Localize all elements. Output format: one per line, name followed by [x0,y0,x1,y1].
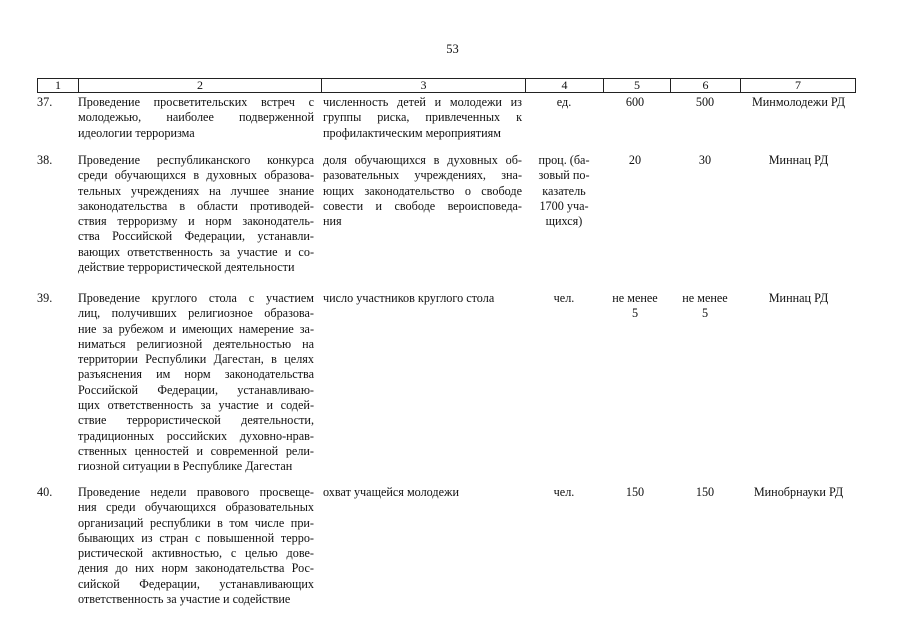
event-cell [78,95,314,141]
text-line: 20 [628,153,642,167]
responsible-cell [741,485,856,500]
text-line: молодежью, наиболее подверженной [78,110,314,125]
indicator-cell [323,485,522,500]
column-number-7: 7 [740,79,856,92]
column-number-4: 4 [525,79,603,92]
indicator-cell [323,153,522,229]
row-number: 37. [37,95,53,109]
text-line: организаций республики в том числе при- [78,515,314,530]
column-number-6: 6 [670,79,740,92]
text-line: 150 [625,485,645,499]
text-line: 5 [631,306,639,321]
unit-cell [527,95,601,110]
text-line: ристической активностью, с целью дове- [78,546,314,561]
text-line: тельных учреждениях на лучшее знание [78,183,314,198]
text-line: чел. [553,291,575,305]
text-line: идеологии терроризма [78,125,195,140]
text-line: казатель [542,183,586,198]
value-year2-cell [671,153,739,168]
text-line: Миннац РД [768,291,829,305]
text-line: группы риска, привлеченных к [323,110,522,125]
text-line: среди обучающихся в духовных образова- [78,168,314,183]
row-number: 40. [37,485,53,499]
text-line: Миннац РД [768,153,829,167]
text-line: Проведение республиканского конкурса [78,153,314,167]
row-number: 39. [37,291,53,305]
text-line: законодательства в области противодей- [78,198,314,213]
column-number-1: 1 [37,79,78,92]
column-number-5: 5 [603,79,670,92]
responsible-cell [741,95,856,110]
program-table [37,78,856,607]
unit-cell [527,153,601,229]
row-number: 38. [37,153,53,167]
text-line: ние за рубежом и имеющих намерение за- [78,321,314,336]
table-header-row [37,78,856,93]
indicator-cell [323,291,522,306]
text-line: 5 [701,306,709,321]
text-line: щих ответственность за участие и содей- [78,398,314,413]
text-line: традиционных российских духовно-нрав- [78,428,314,443]
text-line: сийской Федерации, устанавливающих [78,576,314,591]
responsible-cell [741,291,856,306]
text-line: Проведение круглого стола с участием [78,291,314,305]
text-line: ства Российской Федерации, устанавли- [78,229,314,244]
text-line: не менее [612,291,658,305]
text-line: действие террористической деятельности [78,260,295,275]
text-line: чел. [553,485,575,499]
text-line: вающих ответственность за участие и со- [78,244,314,259]
text-line: дения до них норм законодательства Рос- [78,561,314,576]
text-line: не менее [682,291,728,305]
event-cell [78,153,314,275]
text-line: разъяснения им норм законодательства [78,367,314,382]
column-number-3: 3 [321,79,525,92]
value-year1-cell [603,291,667,322]
value-year2-cell [671,485,739,500]
text-line: 30 [698,153,712,167]
text-line: бывающих из стран с повышенной терро- [78,530,314,545]
text-line: ед. [556,95,572,109]
event-cell [78,291,314,475]
value-year1-cell [603,485,667,500]
column-number-2: 2 [78,79,321,92]
text-line: ния [323,214,342,229]
event-cell [78,485,314,607]
indicator-cell [323,95,522,141]
text-line: 600 [625,95,645,109]
text-line: ющих законодательство о свободе [323,183,522,198]
value-year1-cell [603,153,667,168]
text-line: ния среди обучающихся образовательных [78,500,314,515]
text-line: 150 [695,485,715,499]
text-line: щихся) [545,214,583,229]
text-line: численность детей и молодежи из [323,95,522,109]
unit-cell [527,485,601,500]
text-line: проц. (ба- [538,153,590,167]
text-line: ствия терроризму и норм законодатель- [78,214,314,229]
text-line: ниматься религиозной деятельностью на [78,336,314,351]
text-line: 500 [695,95,715,109]
text-line: гиозной ситуации в Республике Дагестан [78,459,293,474]
text-line: Минмолодежи РД [751,95,846,109]
text-line: охват учащейся молодежи [323,485,459,499]
text-line: Проведение просветительских встреч с [78,95,314,109]
text-line: совести и свободе вероисповеда- [323,198,522,213]
text-line: Российской Федерации, устанавливаю- [78,382,314,397]
text-line: Минобрнауки РД [753,485,844,499]
text-line: территории Республики Дагестан, в целях [78,352,314,367]
text-line: лиц, получивших религиозное образова- [78,306,314,321]
text-line: ствие террористической деятельности, [78,413,314,428]
text-line: Проведение недели правового просвеще- [78,485,314,499]
value-year1-cell [603,95,667,110]
value-year2-cell [671,291,739,322]
unit-cell [527,291,601,306]
text-line: зовый по- [538,168,590,183]
text-line: разовательных учреждениях, зна- [323,168,522,183]
page-number: 53 [446,42,459,56]
text-line: число участников круглого стола [323,291,495,305]
text-line: 1700 уча- [539,198,589,213]
value-year2-cell [671,95,739,110]
text-line: доля обучающихся в духовных об- [323,153,522,167]
responsible-cell [741,153,856,168]
text-line: ственных ценностей и современной рели- [78,443,314,458]
text-line: ответственность за участие и содействие [78,592,291,607]
text-line: профилактическим мероприятиям [323,125,501,140]
